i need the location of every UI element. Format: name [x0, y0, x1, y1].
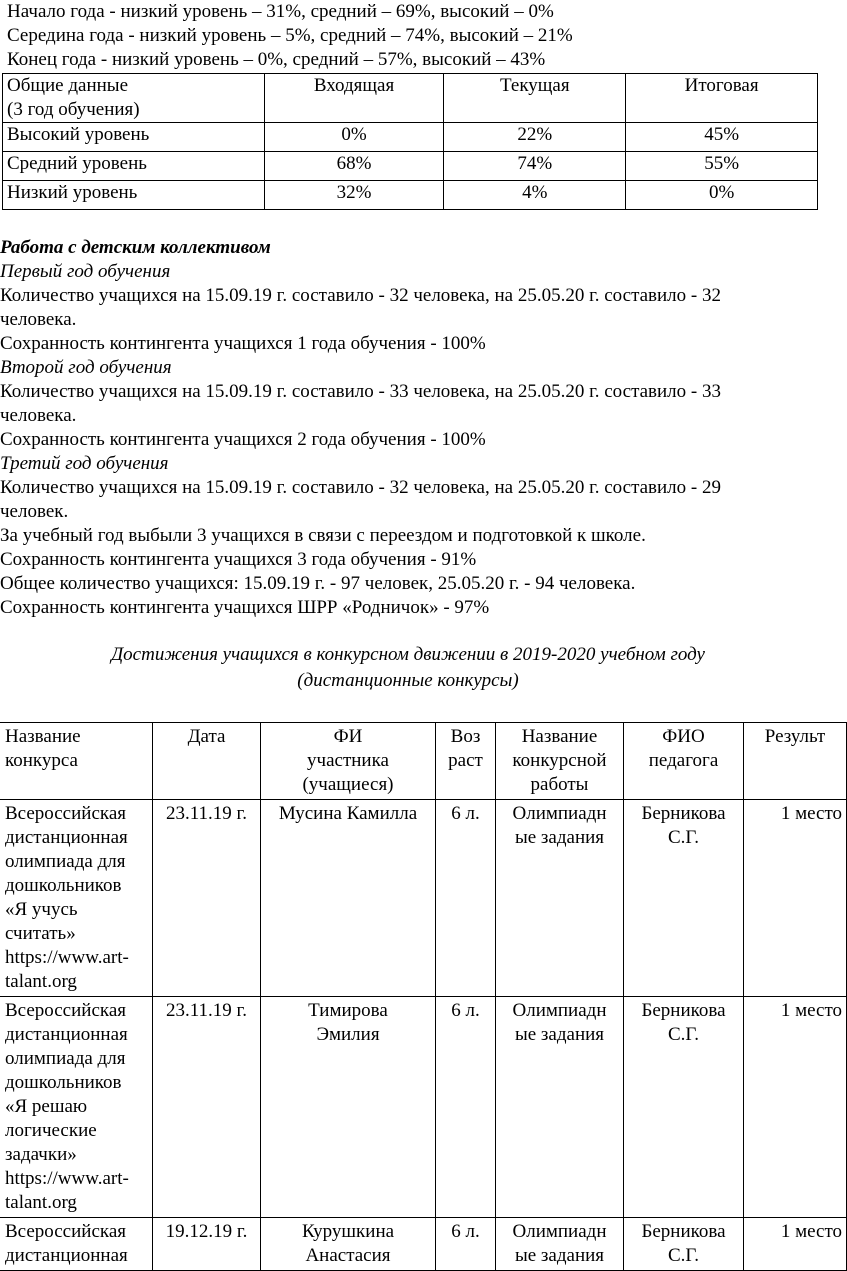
text-line: Общее количество учащихся: 15.09.19 г. - 97 человек, 25.05.20 г. - 94 человека.	[0, 573, 636, 594]
contest-name: Всероссийская дистанционная олимпиада для дошкольников «Я решаю логические задачки» https://www.art- talant.org	[0, 997, 153, 1218]
header-general-data: Общие данные (3 год обучения)	[3, 74, 265, 123]
date: 23.11.19 г.	[153, 997, 261, 1218]
work-name: Олимпиадн ые задания	[496, 1218, 624, 1271]
result: 1 место	[744, 1218, 847, 1271]
text-line: Сохранность контингента учащихся ШРР «Родничок» - 97%	[0, 597, 490, 618]
year-heading: Первый год обучения	[0, 261, 171, 282]
text-line: Сохранность контингента учащихся 3 года обучения - 91%	[0, 549, 477, 570]
table-row	[0, 1218, 847, 1271]
year-heading: Второй год обучения	[0, 357, 172, 378]
cell-value: 68%	[264, 152, 444, 181]
level-line-middle: Середина года - низкий уровень – 5%, средний – 74%, высокий – 21%	[7, 25, 573, 46]
text-line: человека.	[0, 405, 77, 426]
cell-value: 4%	[444, 181, 626, 210]
table-row	[3, 123, 818, 152]
age: 6 л.	[436, 997, 496, 1218]
header-participant: ФИ участника (учащиеся)	[261, 723, 436, 800]
header-final: Итоговая	[626, 74, 818, 123]
contest-name: Всероссийская дистанционная	[0, 1218, 153, 1271]
contest-name: Всероссийская дистанционная олимпиада для дошкольников «Я учусь считать» https://www.art- talant.org	[0, 800, 153, 997]
header-result: Результ	[744, 723, 847, 800]
header-contest-name: Название конкурса	[0, 723, 153, 800]
table-row	[3, 181, 818, 210]
text-line: Сохранность контингента учащихся 1 года обучения - 100%	[0, 333, 486, 354]
cell-value: 74%	[444, 152, 626, 181]
result: 1 место	[744, 800, 847, 997]
level-summary-lines	[7, 0, 573, 72]
text-line: Количество учащихся на 15.09.19 г. составило - 32 человека, на 25.05.20 г. составило - 32	[0, 285, 721, 306]
cell-value: 45%	[626, 123, 818, 152]
result: 1 место	[744, 997, 847, 1218]
row-label: Средний уровень	[3, 152, 265, 181]
participant-name: Тимирова Эмилия	[261, 997, 436, 1218]
section-title: Работа с детским коллективом	[0, 237, 271, 258]
teacher-name: Берникова С.Г.	[624, 997, 744, 1218]
table-header-row	[0, 723, 847, 800]
text-line: Количество учащихся на 15.09.19 г. составило - 33 человека, на 25.05.20 г. составило - 33	[0, 381, 721, 402]
year-heading: Третий год обучения	[0, 453, 169, 474]
date: 23.11.19 г.	[153, 800, 261, 997]
cell-value: 0%	[626, 181, 818, 210]
text-line: Сохранность контингента учащихся 2 года обучения - 100%	[0, 429, 486, 450]
table-header-row	[3, 74, 818, 123]
row-label: Высокий уровень	[3, 123, 265, 152]
header-date: Дата	[153, 723, 261, 800]
table-row	[3, 152, 818, 181]
header-current: Текущая	[444, 74, 626, 123]
text-line: Количество учащихся на 15.09.19 г. составило - 32 человека, на 25.05.20 г. составило - 29	[0, 477, 721, 498]
header-teacher: ФИО педагога	[624, 723, 744, 800]
cell-value: 0%	[264, 123, 444, 152]
participant-name: Курушкина Анастасия	[261, 1218, 436, 1271]
text-line: человека.	[0, 309, 77, 330]
cell-value: 22%	[444, 123, 626, 152]
age: 6 л.	[436, 1218, 496, 1271]
participant-name: Мусина Камилла	[261, 800, 436, 997]
cell-value: 32%	[264, 181, 444, 210]
header-work-name: Название конкурсной работы	[496, 723, 624, 800]
header-age: Воз раст	[436, 723, 496, 800]
row-label: Низкий уровень	[3, 181, 265, 210]
teacher-name: Берникова С.Г.	[624, 800, 744, 997]
level-summary-table	[2, 73, 818, 210]
cell-value: 55%	[626, 152, 818, 181]
achievements-subcaption: (дистанционные конкурсы)	[297, 670, 519, 691]
achievements-caption: Достижения учащихся в конкурсном движении в 2019-2020 учебном году	[111, 644, 705, 665]
header-incoming: Входящая	[264, 74, 444, 123]
work-name: Олимпиадн ые задания	[496, 800, 624, 997]
text-line: За учебный год выбыли 3 учащихся в связи с переездом и подготовкой к школе.	[0, 525, 646, 546]
team-work-section	[0, 236, 830, 618]
table-row	[0, 997, 847, 1218]
level-line-end: Конец года - низкий уровень – 0%, средний – 57%, высокий – 43%	[7, 49, 546, 70]
table-row	[0, 800, 847, 997]
text-line: человек.	[0, 501, 69, 522]
age: 6 л.	[436, 800, 496, 997]
work-name: Олимпиадн ые задания	[496, 997, 624, 1218]
teacher-name: Берникова С.Г.	[624, 1218, 744, 1271]
achievements-table	[0, 722, 847, 1271]
date: 19.12.19 г.	[153, 1218, 261, 1271]
level-line-start: Начало года - низкий уровень – 31%, средний – 69%, высокий – 0%	[7, 1, 554, 22]
